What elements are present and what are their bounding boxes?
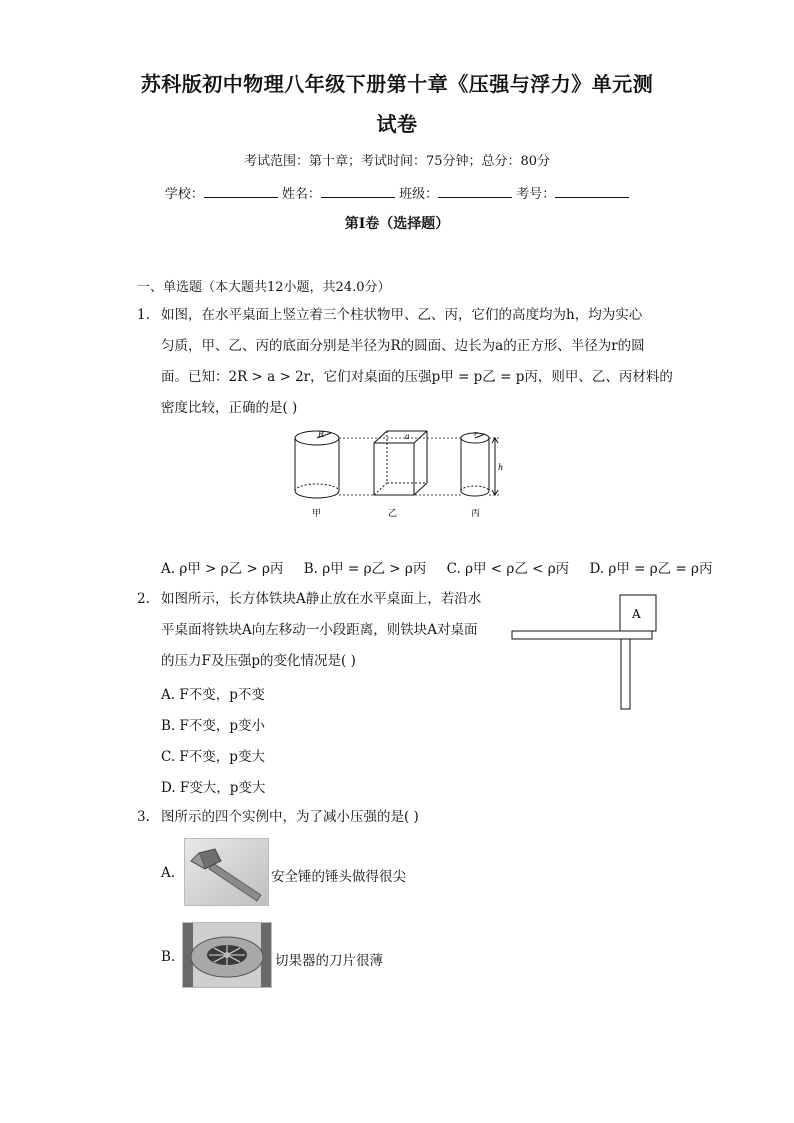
student-fields [0, 183, 794, 202]
label-a: a [405, 432, 410, 441]
exam-info: 考试范围：第十章；考试时间：75分钟；总分：80分 [243, 154, 551, 169]
class-label: 班级： [399, 187, 439, 202]
cylinder-bing [461, 433, 489, 496]
q2-option-a[interactable]: A. F不变，p不变 [161, 687, 265, 703]
q3-option-b-label[interactable]: B. [161, 949, 176, 965]
question-1-line-2: 匀质，甲、乙、丙的底面分别是半径为R的圆面、边长为a的正方形、半径为r的圆 [161, 338, 645, 354]
section-title: 一、单选题（本大题共12小题，共24.0分） [137, 280, 391, 295]
school-blank[interactable] [204, 185, 278, 198]
volume-title: 第I卷（选择题） [344, 216, 450, 232]
question-2-line-3: 的压力F及压强p的变化情况是( ) [161, 653, 356, 669]
school-label: 学校： [164, 187, 204, 202]
question-1-line-3: 面。已知：2R > a > 2r，它们对桌面的压强p甲 = p乙 = p丙，则甲、乙、丙材料的 [161, 369, 673, 385]
question-1 [137, 300, 677, 430]
q2-option-b[interactable]: B. F不变，p变小 [161, 718, 266, 734]
class-blank[interactable] [438, 185, 512, 198]
q1-option-a[interactable]: A. ρ甲 > ρ乙 > ρ丙 [161, 561, 284, 577]
height-guide-lines [339, 438, 499, 495]
question-2-line-1: 如图所示，长方体铁块A静止放在水平桌面上，若沿水 [161, 591, 482, 607]
q3-option-a-label[interactable]: A. [161, 865, 176, 881]
safety-hammer-image [184, 838, 269, 906]
question-1-line-1: 如图，在水平桌面上竖立着三个柱状物甲、乙、丙，它们的高度均为h，均为实心 [161, 307, 643, 323]
label-bing: 丙 [471, 509, 481, 519]
question-2 [137, 584, 517, 679]
q1-option-c[interactable]: C. ρ甲 < ρ乙 < ρ丙 [446, 561, 570, 577]
name-blank[interactable] [321, 185, 395, 198]
table-leg [621, 639, 630, 709]
name-label: 姓名： [281, 187, 321, 202]
q1-option-d[interactable]: D. ρ甲 = ρ乙 = ρ丙 [589, 561, 713, 577]
label-h: h [498, 463, 504, 472]
box-yi [374, 431, 427, 495]
question-number: 2. [137, 591, 150, 607]
block-label-a: A [632, 607, 641, 621]
label-yi: 乙 [388, 509, 398, 519]
q1-option-b[interactable]: B. ρ甲 = ρ乙 > ρ丙 [303, 561, 427, 577]
question-2-line-2: 平桌面将铁块A向左移动一小段距离，则铁块A对桌面 [161, 622, 478, 638]
question-1-line-4: 密度比较，正确的是( ) [161, 400, 298, 416]
label-jia: 甲 [312, 509, 322, 519]
fruit-cutter-image [182, 922, 272, 988]
document-title: 苏科版初中物理八年级下册第十章《压强与浮力》单元测 试卷 [140, 72, 654, 136]
number-label: 考号： [516, 187, 556, 202]
cylinder-jia [295, 431, 339, 498]
question-3 [137, 802, 537, 833]
question-2-figure [508, 592, 658, 714]
table-top [512, 631, 652, 639]
q2-option-c[interactable]: C. F不变，p变大 [161, 749, 265, 765]
question-number: 3. [137, 809, 150, 825]
q3-option-b-text[interactable]: 切果器的刀片很薄 [275, 953, 383, 969]
q3-option-a-text[interactable]: 安全锤的锤头做得很尖 [271, 869, 406, 885]
label-r: r [474, 430, 478, 438]
question-1-options [161, 557, 729, 577]
question-3-line-1: 图所示的四个实例中，为了减小压强的是( ) [161, 809, 419, 825]
label-R: R [318, 430, 325, 439]
question-1-figure [285, 425, 515, 520]
number-blank[interactable] [555, 185, 629, 198]
q2-option-d[interactable]: D. F变大，p变大 [161, 780, 266, 796]
question-number: 1. [137, 307, 150, 323]
